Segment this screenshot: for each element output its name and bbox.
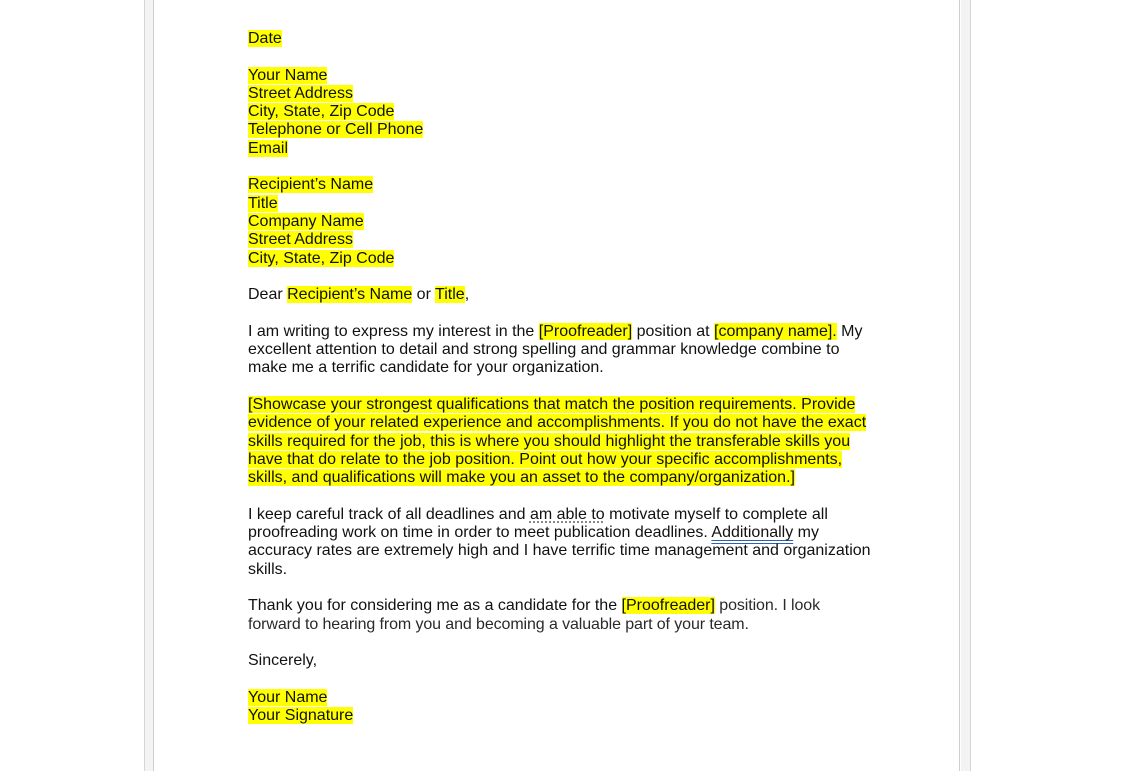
sender-city: City, State, Zip Code: [248, 103, 395, 121]
grammar-suggestion[interactable]: Additionally: [711, 524, 794, 542]
closing-signature: Your Signature: [248, 706, 354, 724]
page-edge-left: [153, 0, 154, 771]
sender-city-line: [248, 103, 878, 121]
recipient-name-line: [248, 176, 878, 194]
text-run: my: [793, 524, 819, 542]
closing-name: Your Name: [248, 688, 328, 706]
paragraph-line: [248, 414, 878, 432]
paragraph-line: [248, 396, 878, 414]
sender-email-line: [248, 140, 878, 158]
sender-phone: Telephone or Cell Phone: [248, 121, 424, 139]
salutation-dear: Dear: [248, 286, 288, 304]
recipient-company-line: [248, 213, 878, 231]
qualifications-placeholder: evidence of your related experience and accomplishments. If you do not have the exact: [248, 414, 867, 432]
recipient-street: Street Address: [248, 231, 353, 249]
blank-line: [248, 48, 878, 66]
closing-name-line: [248, 689, 878, 707]
sender-name-line: [248, 67, 878, 85]
qualifications-placeholder: [Showcase your strongest qualifications that match the position requirements. Provide: [248, 395, 856, 413]
recipient-city-line: [248, 250, 878, 268]
paragraph-line: accuracy rates are extremely high and I have terrific time management and organization: [248, 542, 871, 560]
closing-line: Sincerely,: [248, 652, 318, 670]
text-run: I keep careful track of all deadlines and: [248, 505, 530, 523]
blank-line: [248, 634, 878, 652]
paragraph-line: [248, 451, 878, 469]
blank-line: [248, 304, 878, 322]
position-placeholder: [Proofreader]: [538, 322, 633, 340]
blank-line: [248, 158, 878, 176]
blank-line: [248, 378, 878, 396]
blank-line: [248, 487, 878, 505]
page-edge-right: [959, 0, 960, 771]
paragraph-line: excellent attention to detail and strong spelling and grammar knowledge combine to: [248, 341, 840, 359]
qualifications-placeholder: skills required for the job, this is where you should highlight the transferable skills you: [248, 432, 851, 450]
paragraph-line: [248, 524, 878, 542]
paragraph-line: [248, 506, 878, 524]
blank-line: [248, 268, 878, 286]
text-run: position. I look: [714, 597, 820, 615]
sender-street: Street Address: [248, 84, 353, 102]
text-run: position at: [632, 322, 714, 340]
text-run: I am writing to express my interest in the: [248, 322, 539, 340]
grammar-suggestion[interactable]: am able to: [529, 505, 605, 523]
paragraph-line: [248, 597, 878, 615]
blank-line: [248, 670, 878, 688]
paragraph-line: [248, 433, 878, 451]
text-run: motivate myself to complete all: [604, 505, 828, 523]
salutation-line: [248, 286, 878, 304]
text-run: Thank you for considering me as a candidate for the: [248, 597, 622, 615]
recipient-title: Title: [248, 194, 278, 212]
salutation-or: or: [412, 286, 436, 304]
paragraph-line: make me a terrific candidate for your organization.: [248, 359, 604, 377]
qualifications-placeholder: skills, and qualifications will make you an asset to the company/organization.]: [248, 469, 795, 487]
closing-signature-line: [248, 707, 878, 725]
recipient-city: City, State, Zip Code: [248, 249, 395, 267]
salutation-name: Recipient’s Name: [287, 286, 413, 304]
sender-phone-line: [248, 121, 878, 139]
text-run: proofreading work on time in order to meet publication deadlines.: [248, 524, 712, 542]
text-run: My: [836, 322, 863, 340]
paragraph-deadlines: [248, 506, 878, 579]
qualifications-placeholder: have that do relate to the job position. Point out how your specific accomplishments,: [248, 450, 843, 468]
company-placeholder: [company name].: [714, 322, 837, 340]
paragraph-thanks: [248, 597, 878, 634]
date-line: [248, 30, 878, 48]
recipient-company: Company Name: [248, 212, 364, 230]
recipient-street-line: [248, 231, 878, 249]
salutation-title: Title: [435, 286, 465, 304]
paragraph-qualifications: [248, 396, 878, 487]
paragraph-line: [248, 469, 878, 487]
recipient-name: Recipient’s Name: [248, 176, 374, 194]
salutation-comma: ,: [464, 286, 470, 304]
recipient-title-line: [248, 195, 878, 213]
sender-name: Your Name: [248, 66, 328, 84]
sender-street-line: [248, 85, 878, 103]
date-placeholder: Date: [248, 30, 282, 47]
paragraph-line: skills.: [248, 560, 288, 578]
letter-body[interactable]: [248, 30, 878, 725]
paragraph-intro: [248, 323, 878, 378]
paragraph-line: forward to hearing from you and becoming a valuable part of your team.: [248, 615, 749, 633]
position-placeholder: [Proofreader]: [621, 597, 715, 615]
sender-email: Email: [248, 139, 289, 157]
paragraph-line: [248, 323, 878, 341]
blank-line: [248, 579, 878, 597]
